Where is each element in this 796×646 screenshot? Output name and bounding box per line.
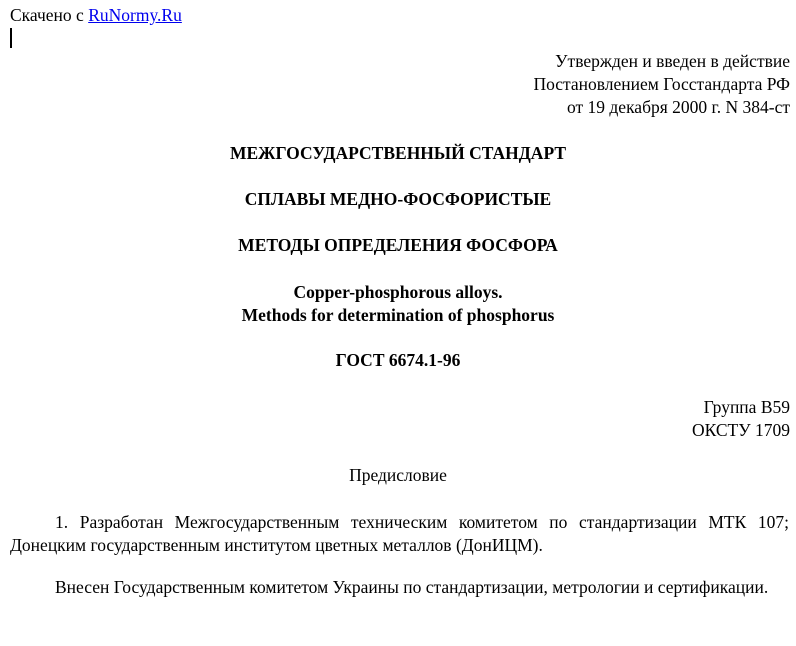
gost-number: ГОСТ 6674.1-96: [335, 350, 461, 370]
approval-line-2: Постановлением Госстандарта РФ: [533, 74, 790, 94]
preface-paragraph-1: 1. Разработан Межгосударственным техническим комитетом по стандартизации МТК 107; Донецким государственным институтом цветных металлов (ДонИЦМ).: [10, 512, 789, 555]
classification-block: [692, 396, 790, 442]
source-line: [10, 4, 182, 27]
title-ru-line-2: МЕТОДЫ ОПРЕДЕЛЕНИЯ ФОСФОРА: [238, 235, 558, 255]
oksty-code: ОКСТУ 1709: [691, 420, 790, 440]
preface-heading: Предисловие: [349, 465, 447, 485]
title-en-line-1: Copper-phosphorous alloys.: [293, 282, 503, 302]
approval-line-3: от 19 декабря 2000 г. N 384-ст: [566, 97, 790, 117]
text-cursor: [10, 28, 12, 48]
preface-paragraph-2: Внесен Государственным комитетом Украины по стандартизации, метрологии и сертификации.: [55, 577, 769, 597]
group-code: Группа В59: [703, 397, 790, 417]
approval-line-1: Утвержден и введен в действие: [555, 51, 790, 71]
source-link[interactable]: RuNormy.Ru: [88, 5, 182, 25]
source-prefix: Скачено с: [10, 5, 89, 25]
approval-block: [533, 50, 790, 119]
title-en-line-2: Methods for determination of phosphorus: [241, 305, 555, 325]
standard-type-heading: МЕЖГОСУДАРСТВЕННЫЙ СТАНДАРТ: [229, 143, 567, 163]
title-ru-line-1: СПЛАВЫ МЕДНО-ФОСФОРИСТЫЕ: [244, 189, 552, 209]
